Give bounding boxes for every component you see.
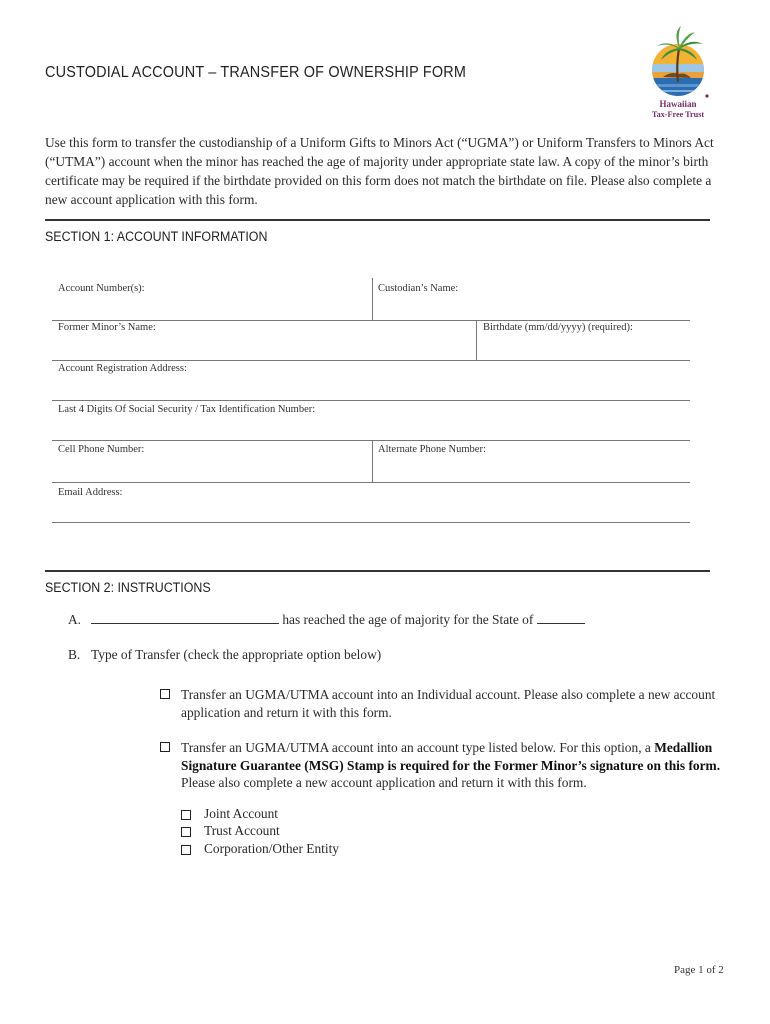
section-divider (45, 219, 710, 221)
hawaiian-tax-free-trust-logo (645, 22, 715, 120)
logo-subtitle: Tax-Free Trust (651, 110, 705, 119)
grid-divider (372, 440, 373, 482)
grid-line (52, 440, 690, 441)
item-a-text: has reached the age of majority for the State of (282, 612, 534, 627)
custodian-name-field[interactable]: Custodian’s Name: (378, 283, 459, 294)
grid-line (52, 360, 690, 361)
registration-address-field[interactable]: Account Registration Address: (58, 363, 187, 374)
former-minor-name-field[interactable]: Former Minor’s Name: (58, 322, 156, 333)
intro-paragraph: Use this form to transfer the custodianship of a Uniform Gifts to Minors Act (“UGMA”) or Uniform Transfers to Minors Act (“UTMA”) account when the minor has reached the age of majority under appropriate state law. A copy of the minor’s birth certificate may be required if the birthdate provided on this form does not match the birthdate on file. Please also complete a new account application with this form. (45, 135, 714, 207)
grid-divider (372, 278, 373, 320)
cell-phone-field[interactable]: Cell Phone Number: (58, 444, 145, 455)
trust-account-label: Trust Account (204, 823, 280, 838)
grid-line (52, 482, 690, 483)
joint-account-label: Joint Account (204, 806, 279, 821)
section2-heading: SECTION 2: INSTRUCTIONS (45, 580, 211, 595)
option-other-account-text (181, 739, 721, 792)
item-a (91, 612, 585, 628)
item-b-marker: B. (68, 647, 81, 662)
corporation-entity-label: Corporation/Other Entity (204, 841, 339, 856)
state-blank[interactable] (537, 613, 585, 624)
item-b-text: Type of Transfer (check the appropriate option below) (91, 647, 382, 662)
option2-text-before: Transfer an UGMA/UTMA account into an account type listed below. For this option, a (181, 740, 655, 755)
page-number: Page 1 of 2 (674, 964, 724, 976)
palm-tree-sunset-logo-icon (645, 22, 715, 120)
grid-line (52, 320, 690, 321)
corporation-entity-checkbox[interactable] (181, 845, 191, 855)
option-individual-account-text: Transfer an UGMA/UTMA account into an Individual account. Please also complete a new account application and return it with this form. (181, 687, 716, 720)
msg-requirement-bold: Medallion Signature Guarantee (MSG) Stamp is required for the Former Minor’s signature on this form. (181, 740, 721, 773)
grid-divider (476, 320, 477, 360)
individual-account-checkbox[interactable] (160, 689, 170, 699)
item-a-marker: A. (68, 612, 82, 627)
other-account-type-checkbox[interactable] (160, 742, 170, 752)
birthdate-field[interactable]: Birthdate (mm/dd/yyyy) (required): (483, 322, 633, 333)
minor-name-blank[interactable] (91, 613, 279, 624)
grid-line (52, 522, 690, 523)
email-address-field[interactable]: Email Address: (58, 487, 123, 498)
section-divider (45, 570, 710, 572)
section1-heading: SECTION 1: ACCOUNT INFORMATION (45, 229, 268, 244)
alternate-phone-field[interactable]: Alternate Phone Number: (378, 444, 486, 455)
trust-account-checkbox[interactable] (181, 827, 191, 837)
grid-line (52, 400, 690, 401)
logo-name: Hawaiian (659, 99, 697, 109)
ssn-last4-field[interactable]: Last 4 Digits Of Social Security / Tax Identification Number: (58, 404, 316, 415)
form-title: CUSTODIAL ACCOUNT – TRANSFER OF OWNERSHIP FORM (45, 64, 467, 81)
option2-text-after: Please also complete a new account application and return it with this form. (181, 775, 587, 790)
account-number-field[interactable]: Account Number(s): (58, 283, 145, 294)
joint-account-checkbox[interactable] (181, 810, 191, 820)
